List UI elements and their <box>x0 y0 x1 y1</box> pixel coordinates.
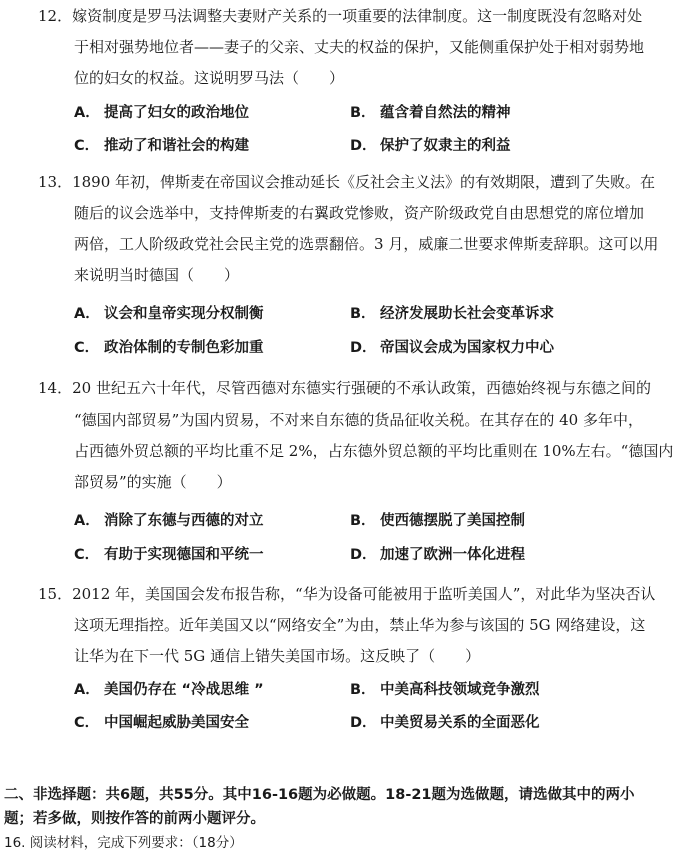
option-text: 消除了东德与西德的对立 <box>104 513 264 529</box>
option-text: 中美高科技领域竞争激烈 <box>380 682 540 698</box>
option-letter: B． <box>350 105 376 121</box>
question-15-line-3: 让华为在下一代 5G 通信上错失美国市场。这反映了（ ） <box>74 647 481 665</box>
question-12-option-d[interactable] <box>350 136 511 156</box>
question-13-option-c[interactable] <box>74 338 264 358</box>
option-text: 经济发展助长社会变革诉求 <box>380 306 554 322</box>
option-letter: D． <box>350 547 377 563</box>
question-13-line-4: 来说明当时德国（ ） <box>74 266 240 284</box>
option-letter: C． <box>74 715 100 731</box>
option-text: 政治体制的专制色彩加重 <box>104 340 264 356</box>
question-12-option-b[interactable] <box>350 103 511 123</box>
question-12-line-1: 12．嫁资制度是罗马法调整夫妻财产关系的一项重要的法律制度。这一制度既没有忽略对处 <box>38 7 643 25</box>
question-14-option-c[interactable] <box>74 545 264 565</box>
option-text: 议会和皇帝实现分权制衡 <box>104 306 264 322</box>
option-letter: A． <box>74 513 100 529</box>
option-letter: B． <box>350 682 376 698</box>
question-14-line-2: “德国内部贸易”为国内贸易，不对来自东德的货品征收关税。在其存在的 40 多年中， <box>74 411 643 429</box>
question-13-option-b[interactable] <box>350 304 554 324</box>
question-13-option-d[interactable] <box>350 338 554 358</box>
question-15-line-2: 这项无理指控。近年美国又以“网络安全”为由，禁止华为参与该国的 5G 网络建设，这 <box>74 616 646 634</box>
question-14-option-b[interactable] <box>350 511 525 531</box>
question-15-option-a[interactable] <box>74 680 264 700</box>
option-text: 保护了奴隶主的利益 <box>380 138 511 154</box>
option-letter: C． <box>74 138 100 154</box>
option-text: 蕴含着自然法的精神 <box>380 105 511 121</box>
option-letter: D． <box>350 340 377 356</box>
option-letter: D． <box>350 715 377 731</box>
option-text: 中美贸易关系的全面恶化 <box>380 715 540 731</box>
question-15-option-c[interactable] <box>74 713 249 733</box>
question-12-option-c[interactable] <box>74 136 249 156</box>
question-15-option-b[interactable] <box>350 680 540 700</box>
option-letter: A． <box>74 105 100 121</box>
option-text: 提高了妇女的政治地位 <box>104 105 249 121</box>
question-14-option-a[interactable] <box>74 511 264 531</box>
option-text: 美国仍存在 “冷战思维 ” <box>104 682 264 698</box>
question-15-option-d[interactable] <box>350 713 540 733</box>
question-16-prompt: 16. 阅读材料，完成下列要求：（18分） <box>4 835 243 851</box>
option-text: 使西德摆脱了美国控制 <box>380 513 525 529</box>
question-14-line-1: 14．20 世纪五六十年代，尽管西德对东德实行强硬的不承认政策，西德始终视与东德之间的 <box>38 379 651 397</box>
question-14-option-d[interactable] <box>350 545 525 565</box>
option-text: 中国崛起威胁美国安全 <box>104 715 249 731</box>
option-text: 推动了和谐社会的构建 <box>104 138 249 154</box>
question-13-line-2: 随后的议会选举中，支持俾斯麦的右翼政党惨败，资产阶级政党自由思想党的席位增加 <box>74 204 645 222</box>
option-letter: A． <box>74 682 100 698</box>
question-12-option-a[interactable] <box>74 103 249 123</box>
question-14-line-4: 部贸易”的实施（ ） <box>74 473 232 491</box>
question-14-line-3: 占西德外贸总额的平均比重不足 2%，占东德外贸总额的平均比重则在 10%左右。“德国内 <box>74 442 674 460</box>
question-12-line-3: 位的妇女的权益。这说明罗马法（ ） <box>74 69 345 87</box>
option-letter: A． <box>74 306 100 322</box>
option-letter: B． <box>350 306 376 322</box>
question-12-line-2: 于相对强势地位者——妻子的父亲、丈夫的权益的保护，又能侧重保护处于相对弱势地 <box>74 38 645 56</box>
option-letter: C． <box>74 547 100 563</box>
option-text: 加速了欧洲一体化进程 <box>380 547 525 563</box>
section-2-heading-line-2: 题；若多做，则按作答的前两小题评分。 <box>4 811 265 827</box>
option-letter: D． <box>350 138 377 154</box>
question-13-option-a[interactable] <box>74 304 264 324</box>
section-2-heading-line-1: 二、非选择题：共6题，共55分。其中16-16题为必做题。18-21题为选做题，请选做其中的两小 <box>4 787 635 803</box>
option-text: 帝国议会成为国家权力中心 <box>380 340 554 356</box>
option-text: 有助于实现德国和平统一 <box>104 547 264 563</box>
option-letter: C． <box>74 340 100 356</box>
option-letter: B． <box>350 513 376 529</box>
question-13-line-1: 13．1890 年初，俾斯麦在帝国议会推动延长《反社会主义法》的有效期限，遭到了失败。在 <box>38 173 656 191</box>
question-15-line-1: 15．2012 年，美国国会发布报告称，“华为设备可能被用于监听美国人”，对此华为坚决否认 <box>38 585 656 603</box>
question-13-line-3: 两倍，工人阶级政党社会民主党的选票翻倍。3 月，威廉二世要求俾斯麦辞职。这可以用 <box>74 235 659 253</box>
